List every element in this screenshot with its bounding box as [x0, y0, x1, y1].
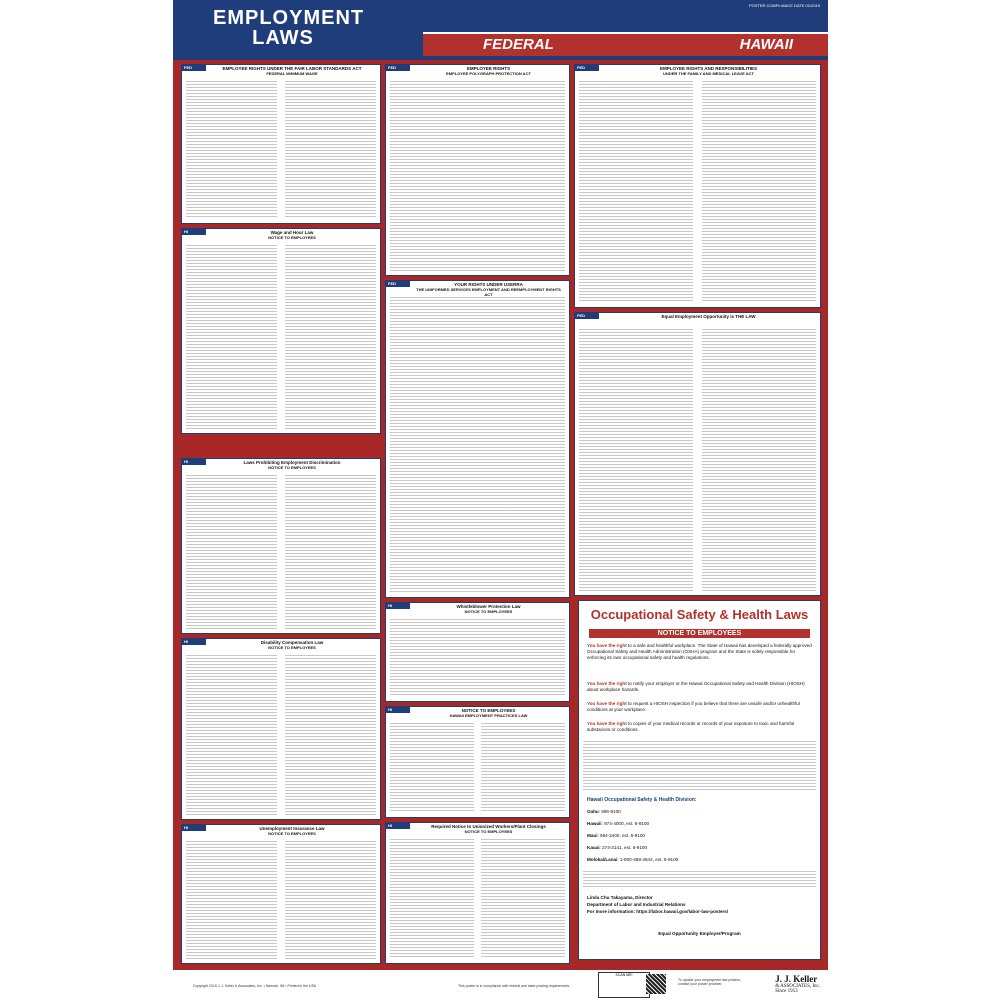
osh-lead: You have the right [587, 643, 627, 648]
scan-box [598, 972, 650, 998]
panel-title: Whistleblower Protection Law [456, 604, 521, 609]
panel-title: EMPLOYEE RIGHTS [466, 66, 511, 71]
osh-body-text [583, 741, 816, 791]
panel-subtitle: NOTICE TO EMPLOYEES [268, 831, 316, 836]
flsa-panel [181, 64, 381, 224]
panel-body-text [186, 245, 376, 429]
disability-comp-panel [181, 638, 381, 820]
osh-text: to notify your employer or the Hawaii Occupational Safety and Health Division (HIOSH) about workplace hazards. [587, 681, 805, 692]
panel-tag: HI [386, 707, 410, 713]
poster-title [213, 7, 365, 49]
office-phone: 984-2400, ext. 6-9100 [600, 833, 645, 838]
panel-tag: FED [386, 281, 410, 287]
osh-office: Kauai: 274-3141, ext. 6-9100 [587, 845, 648, 850]
panel-subtitle: NOTICE TO EMPLOYEES [464, 829, 513, 834]
osh-paragraph-3 [587, 701, 812, 713]
compliance-note: This poster is in compliance with federal and state posting requirements. [458, 984, 571, 988]
panel-tag: HI [182, 639, 206, 645]
panel-title: Required Notice to Unionized Workers/Plant Closings [431, 824, 546, 829]
osh-paragraph-4 [587, 721, 812, 733]
panel-tag: FED [182, 65, 206, 71]
userra-panel [385, 280, 570, 598]
osh-more-info: For more information: https://labor.hawaii.gov/labor-law-posters/ [587, 909, 729, 914]
employment-law-poster [173, 0, 828, 1000]
panel-body-text [390, 723, 565, 813]
panel-body-text [579, 81, 816, 303]
osh-department: Department of Labor and Industrial Relations [587, 902, 686, 907]
osh-office: Oahu: 586-9100 [587, 809, 621, 814]
employment-practices-panel [385, 706, 570, 818]
panel-tag: HI [182, 229, 206, 235]
office-name: Molokai/Lanai [587, 857, 618, 862]
poster-footer [173, 970, 828, 1000]
panel-tag: FED [386, 65, 410, 71]
panel-subtitle: NOTICE TO EMPLOYEES [268, 235, 316, 240]
fmla-panel [574, 64, 821, 308]
eeo-panel [574, 312, 821, 596]
panel-subtitle: EMPLOYEE POLYGRAPH PROTECTION ACT [446, 71, 531, 76]
qr-code-icon [646, 974, 666, 994]
brand-since: Since 1953 [775, 989, 798, 994]
panel-subtitle: NOTICE TO EMPLOYEES [268, 645, 316, 650]
panel-body-text [186, 655, 376, 815]
scan-label: SCAN ME! [615, 973, 633, 977]
panel-title: YOUR RIGHTS UNDER USERRA [454, 282, 523, 287]
federal-label: FEDERAL [483, 36, 554, 53]
panel-title: EMPLOYEE RIGHTS UNDER THE FAIR LABOR STANDARDS ACT [222, 66, 362, 71]
panel-title: Equal Employment Opportunity is THE LAW [661, 314, 756, 319]
osh-office: Maui: 984-2400, ext. 6-9100 [587, 833, 645, 838]
brand-name: J. J. Keller [775, 974, 818, 984]
unemployment-panel [181, 824, 381, 964]
panel-tag: FED [575, 313, 599, 319]
header-band [423, 32, 828, 56]
panel-title: Disability Compensation Law [260, 640, 324, 645]
panel-title: Wage and Hour Law [270, 230, 314, 235]
panel-body-text [390, 619, 565, 697]
plant-closings-panel [385, 822, 570, 964]
osh-title: Occupational Safety & Health Laws [590, 607, 809, 622]
copyright-text: Copyright 2019 J. J. Keller & Associates, Inc. • Neenah, WI • Printed in the USA [193, 984, 317, 988]
panel-title: NOTICE TO EMPLOYEES [461, 708, 516, 713]
panel-subtitle: FEDERAL MINIMUM WAGE [266, 71, 318, 76]
panel-body-text [579, 329, 816, 591]
panel-body-text [186, 81, 376, 219]
panel-tag: HI [182, 825, 206, 831]
osh-office: Hawaii: 974-4000, ext. 6-9100 [587, 821, 650, 826]
osh-lead: You have the right [587, 701, 627, 706]
osh-body-text-2 [583, 871, 816, 889]
office-phone: 974-4000, ext. 6-9100 [604, 821, 650, 826]
panel-title: Laws Prohibiting Employment Discrimination [243, 460, 341, 465]
panel-body-text [390, 297, 565, 593]
panel-body-text [390, 81, 565, 271]
panel-subtitle: NOTICE TO EMPLOYEES [268, 465, 316, 470]
osh-text: to request a HIOSH inspection if you believe that there are unsafe and/or unhealthful conditions at your workplace. [587, 701, 800, 712]
osh-office: Molokai/Lanai: 1-800-468-4644, ext. 6-9100 [587, 857, 679, 862]
osh-paragraph-1 [587, 643, 812, 661]
panel-title: Unemployment Insurance Law [259, 826, 325, 831]
wage-hour-panel [181, 228, 381, 434]
osh-eeo: Equal Opportunity Employer/Program [658, 931, 741, 936]
osh-lead: You have the right [587, 721, 627, 726]
office-name: Oahu [587, 809, 599, 814]
compliance-date: POSTER COMPLIANCE DATE 01/2019 [748, 3, 820, 8]
osh-text: to copies of your medical records or records of your exposure to toxic and harmful substances or conditions. [587, 721, 795, 732]
panel-title: EMPLOYEE RIGHTS AND RESPONSIBILITIES [659, 66, 758, 71]
panel-subtitle: THE UNIFORMED SERVICES EMPLOYMENT AND REEMPLOYMENT RIGHTS ACT [416, 287, 561, 297]
state-label: HAWAII [739, 36, 793, 53]
office-name: Hawaii [587, 821, 602, 826]
panel-subtitle: HAWAII EMPLOYMENT PRACTICES LAW [449, 713, 528, 718]
office-name: Kauai [587, 845, 600, 850]
panel-tag: HI [386, 603, 410, 609]
poster-header [173, 0, 828, 60]
osh-division-heading: Hawaii Occupational Safety & Health Division: [587, 797, 697, 803]
osh-panel [578, 600, 821, 960]
panel-body-text [390, 839, 565, 959]
panel-tag: FED [575, 65, 599, 71]
discrimination-panel [181, 458, 381, 634]
update-note: To update your employment law posters, contact your poster provider. [678, 978, 741, 986]
osh-text: to a safe and healthful workplace. The State of Hawaii has developed a federally approved Occupational Safety and Health Administration (OSHA) program and the State is solely responsible for enforcing its own occupational safety and health regulations. [587, 643, 812, 660]
panel-body-text [186, 841, 376, 959]
osh-subtitle: NOTICE TO EMPLOYEES [589, 629, 810, 638]
polygraph-panel [385, 64, 570, 276]
title-line-2: LAWS [252, 27, 314, 49]
panel-subtitle: UNDER THE FAMILY AND MEDICAL LEAVE ACT [663, 71, 754, 76]
brand-logo [775, 974, 820, 994]
office-name: Maui [587, 833, 598, 838]
panel-tag: HI [386, 823, 410, 829]
osh-lead: You have the right [587, 681, 627, 686]
title-line-1: EMPLOYMENT [213, 7, 365, 29]
whistleblower-panel [385, 602, 570, 702]
office-phone: 586-9100 [601, 809, 621, 814]
osh-paragraph-2 [587, 681, 812, 693]
panel-body-text [186, 475, 376, 629]
office-phone: 274-3141, ext. 6-9100 [602, 845, 648, 850]
office-phone: 1-800-468-4644, ext. 6-9100 [619, 857, 679, 862]
panel-subtitle: NOTICE TO EMPLOYEES [464, 609, 513, 614]
osh-director: Linda Chu Takayama, Director [587, 895, 653, 900]
panel-tag: HI [182, 459, 206, 465]
brand-subtitle: & ASSOCIATES, Inc. [775, 984, 820, 989]
